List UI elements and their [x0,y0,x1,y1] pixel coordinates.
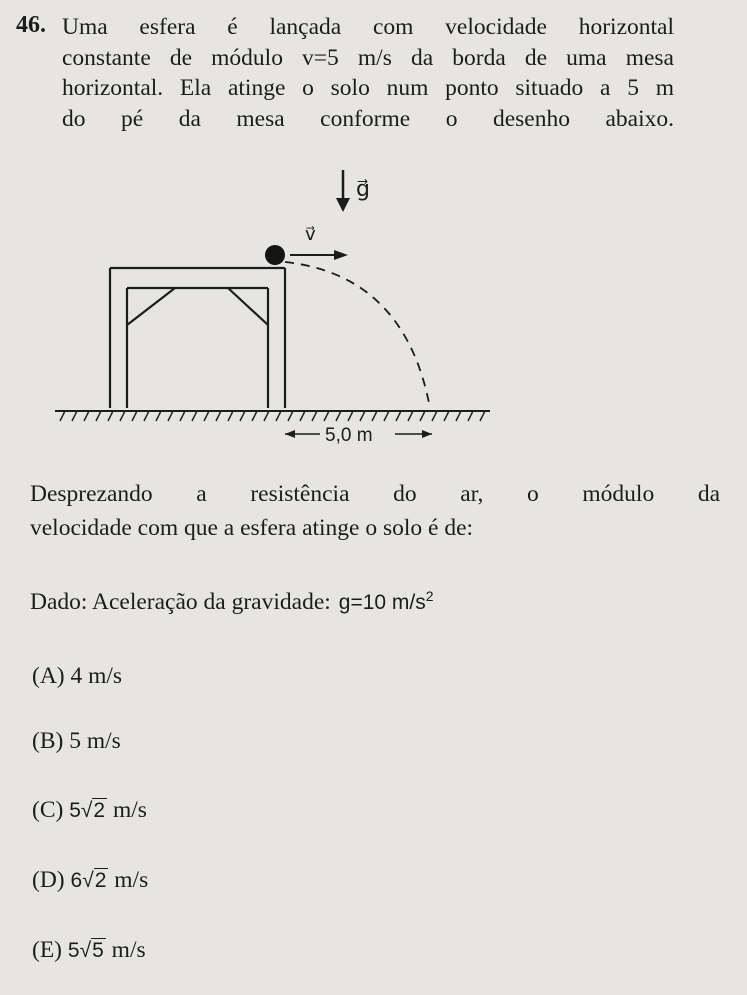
option-letter: (B) [32,728,64,754]
option-letter: (D) [32,867,65,893]
given-formula-exponent: 2 [425,588,434,604]
option-letter: (A) [32,663,65,689]
question-number: 46. [16,12,46,38]
sqrt-icon: √2 [80,799,106,822]
projectile-figure [0,150,747,450]
sqrt-icon: √2 [82,869,107,892]
option-coefficient: 5 [67,939,80,962]
given-formula [338,588,434,614]
ball [265,245,285,265]
option-unit: m/s [114,867,149,893]
question-stem [62,12,674,134]
option-e[interactable] [32,937,146,964]
stem-line: constante de módulo v=5 m/s da borda de uma mesa [62,44,674,71]
ask-line: Desprezando a resistência do ar, o módulo da [30,481,720,507]
option-radicand: 2 [93,799,106,822]
ground [55,411,490,421]
option-a[interactable] [32,663,122,690]
option-letter: (C) [32,797,64,823]
option-coefficient: 6 [70,869,83,892]
question-ask [30,477,720,545]
sqrt-icon: √5 [79,939,104,962]
option-d[interactable] [32,867,148,894]
option-radicand: 5 [92,939,104,962]
option-unit: m/s [111,937,146,963]
option-unit: m/s [112,797,147,823]
given-data [30,588,434,616]
trajectory [285,262,430,408]
option-c[interactable] [32,797,147,824]
option-radicand: 2 [94,869,107,892]
velocity-label: v⃗ [305,224,316,244]
velocity-arrow [290,250,348,260]
stem-line: Uma esfera é lançada com velocidade horizontal [62,14,674,40]
option-letter: (E) [32,937,63,963]
distance-label: 5,0 m [325,425,373,446]
option-text: 4 m/s [70,663,123,689]
stem-line: do pé da mesa conforme o desenho abaixo. [62,105,674,132]
gravity-label: g⃗ [356,176,370,201]
option-text: 5 m/s [69,728,121,754]
table [110,268,285,408]
given-formula-base: g=10 m/s [338,591,426,614]
gravity-arrow [336,170,350,212]
given-label: Dado: Aceleração da gravidade: [30,589,331,615]
ask-line: velocidade com que a esfera atinge o solo é de: [30,515,474,541]
option-b[interactable] [32,728,121,755]
stem-line: horizontal. Ela atinge o solo num ponto situado a 5 m [62,75,674,101]
option-coefficient: 5 [69,799,81,822]
